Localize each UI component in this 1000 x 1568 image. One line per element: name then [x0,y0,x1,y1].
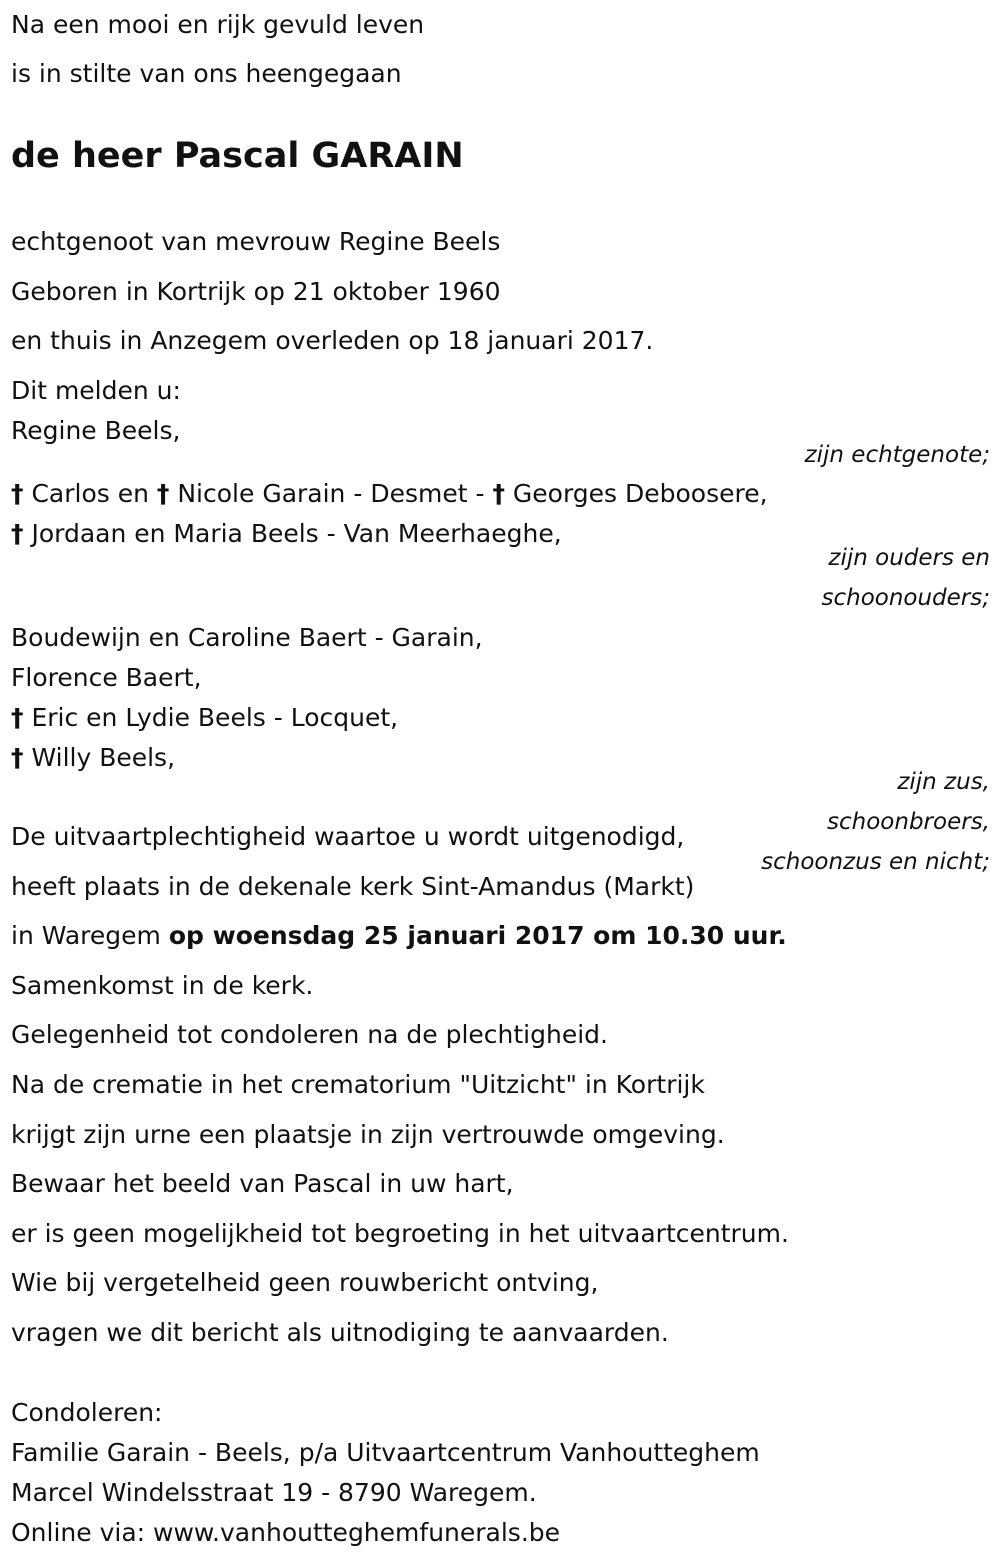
spouse-name: Regine Beels, [11,416,181,445]
intro-line-2: is in stilte van ons heengegaan [11,59,402,88]
ceremony-line: Na de crematie in het crematorium "Uitzicht" in Kortrijk [11,1070,705,1099]
cross-icon: † [11,479,24,508]
sibling-name: Eric en Lydie Beels - Locquet, [31,703,399,732]
parents-role-2: schoonouders; [821,585,990,611]
ceremony-place: in Waregem [11,921,169,950]
condolences-address-1: Familie Garain - Beels, p/a Uitvaartcentrum Vanhoutteghem [11,1438,760,1467]
sibling-line: Florence Baert, [11,663,202,692]
ceremony-line: Samenkomst in de kerk. [11,971,314,1000]
sibling-line [11,743,175,773]
parents-role-1: zijn ouders en [828,545,990,571]
condolences-online-link[interactable]: Online via: www.vanhoutteghemfunerals.be [11,1518,561,1547]
condolences-address-2: Marcel Windelsstraat 19 - 8790 Waregem. [11,1478,537,1507]
ceremony-line: Bewaar het beeld van Pascal in uw hart, [11,1169,514,1198]
siblings-role-1: zijn zus, [897,769,990,795]
siblings-role-3: schoonzus en nicht; [761,849,990,875]
sibling-name: Willy Beels, [31,743,176,772]
parent-name: Carlos en [31,479,149,508]
parent-name: Nicole Garain - Desmet - [177,479,485,508]
cross-icon: † [492,479,505,508]
spouse-role: zijn echtgenote; [804,442,990,468]
ceremony-line: er is geen mogelijkheid tot begroeting in het uitvaartcentrum. [11,1219,789,1248]
announce-line: Dit melden u: [11,376,181,405]
parent-name: Georges Deboosere, [512,479,768,508]
sibling-line [11,703,398,733]
cross-icon: † [11,519,24,548]
siblings-role-2: schoonbroers, [827,809,990,835]
parent-name: Jordaan en Maria Beels - Van Meerhaeghe, [31,519,562,548]
sibling-line: Boudewijn en Caroline Baert - Garain, [11,623,483,652]
cross-icon: † [156,479,170,508]
ceremony-line: vragen we dit bericht als uitnodiging te aanvaarden. [11,1318,669,1347]
deceased-name: de heer Pascal GARAIN [11,136,464,176]
ceremony-line: De uitvaartplechtigheid waartoe u wordt uitgenodigd, [11,822,685,851]
intro-line-1: Na een mooi en rijk gevuld leven [11,10,425,39]
birth-line: Geboren in Kortrijk op 21 oktober 1960 [11,277,501,306]
ceremony-line [11,921,787,951]
spouse-line: echtgenoot van mevrouw Regine Beels [11,227,501,256]
cross-icon: † [11,743,24,772]
parents-line-2 [11,519,562,549]
parents-line-1 [11,479,768,509]
ceremony-line: Wie bij vergetelheid geen rouwbericht ontving, [11,1268,599,1297]
death-line: en thuis in Anzegem overleden op 18 januari 2017. [11,326,654,355]
ceremony-line: heeft plaats in de dekenale kerk Sint-Amandus (Markt) [11,872,695,901]
ceremony-line: Gelegenheid tot condoleren na de plechtigheid. [11,1020,608,1049]
ceremony-date: op woensdag 25 januari 2017 om 10.30 uur. [168,921,787,950]
cross-icon: † [11,703,24,732]
ceremony-line: krijgt zijn urne een plaatsje in zijn vertrouwde omgeving. [11,1120,725,1149]
condolences-heading: Condoleren: [11,1398,163,1427]
